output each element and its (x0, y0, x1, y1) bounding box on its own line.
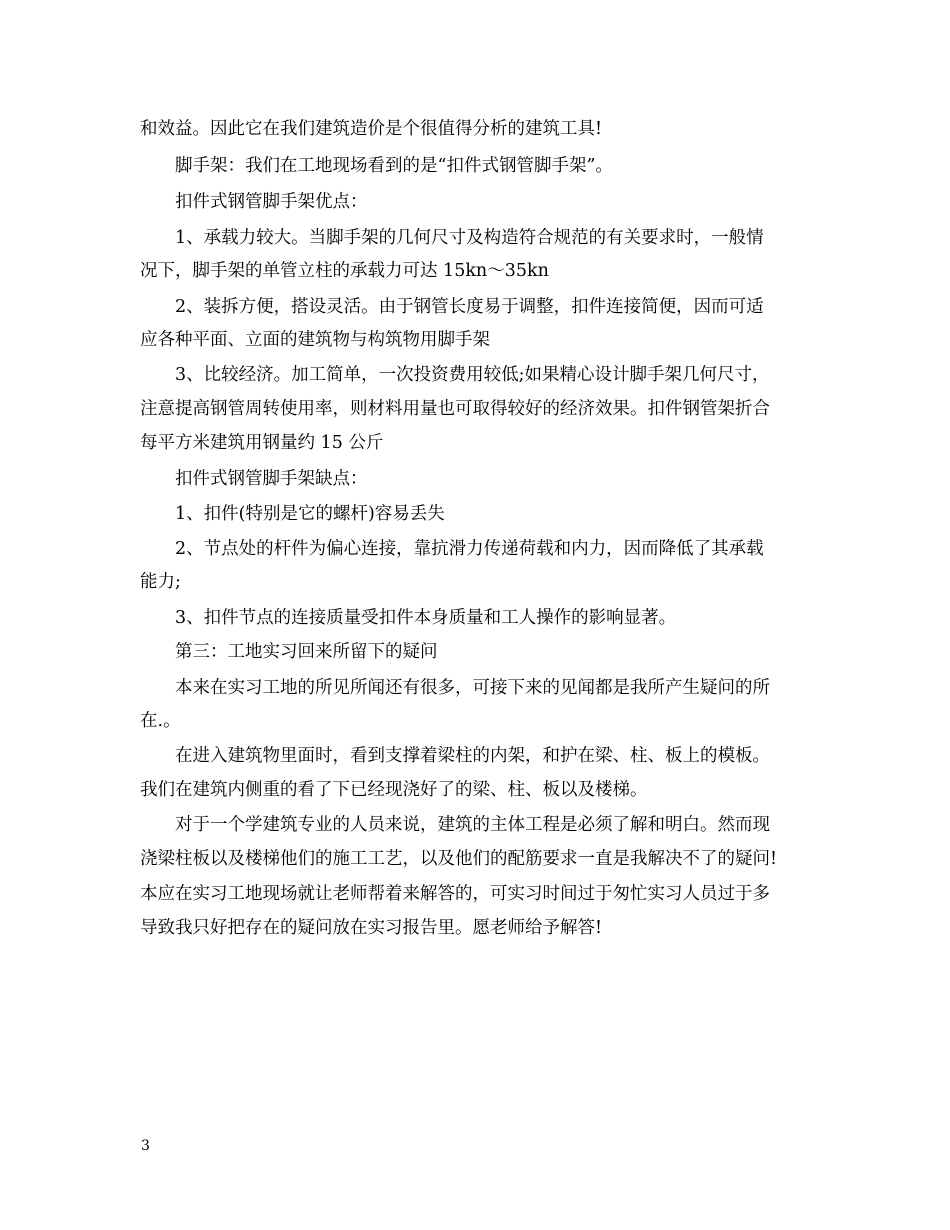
text-line: 在进入建筑物里面时，看到支撑着梁柱的内架，和护在梁、柱、板上的模板。 (175, 746, 770, 766)
text-line: 应各种平面、立面的建筑物与构筑物用脚手架 (140, 330, 490, 350)
page-number: 3 (141, 1138, 150, 1154)
text-line: 1、扣件(特别是它的螺杆)容易丢失 (175, 504, 445, 524)
text-line: 2、装拆方便，搭设灵活。由于钢管长度易于调整，扣件连接简便，因而可适 (175, 297, 764, 317)
text-line: 注意提高钢管周转使用率，则材料用量也可取得较好的经济效果。扣件钢管架折合 (140, 399, 770, 419)
text-line: 我们在建筑内侧重的看了下已经现浇好了的梁、柱、板以及楼梯。 (140, 780, 648, 800)
text-line: 浇梁柱板以及楼梯他们的施工工艺，以及他们的配筋要求一直是我解决不了的疑问! (140, 849, 778, 869)
text-line: 2、节点处的杆件为偏心连接，靠抗滑力传递荷载和内力，因而降低了其承载 (175, 539, 764, 559)
text-line: 第三：工地实习回来所留下的疑问 (175, 642, 438, 662)
text-line: 3、扣件节点的连接质量受扣件本身质量和工人操作的影响显著。 (175, 608, 677, 628)
text-line: 本应在实习工地现场就让老师帮着来解答的，可实习时间过于匆忙实习人员过于多 (140, 884, 770, 904)
text-line: 扣件式钢管脚手架缺点： (175, 469, 368, 489)
text-line: 1、承载力较大。当脚手架的几何尺寸及构造符合规范的有关要求时，一般情 (175, 228, 764, 248)
text-line: 扣件式钢管脚手架优点： (175, 192, 368, 212)
text-line: 况下，脚手架的单管立柱的承载力可达 15kn～35kn (140, 261, 549, 281)
text-line: 对于一个学建筑专业的人员来说，建筑的主体工程是必须了解和明白。然而现 (175, 815, 770, 835)
text-line: 和效益。因此它在我们建筑造价是个很值得分析的建筑工具! (140, 119, 603, 139)
text-line: 能力; (140, 572, 181, 592)
text-line: 本来在实习工地的所见所闻还有很多，可接下来的见闻都是我所产生疑问的所 (175, 678, 770, 698)
text-line: 导致我只好把存在的疑问放在实习报告里。愿老师给予解答! (140, 918, 603, 938)
text-line: 每平方米建筑用钢量约 15 公斤 (140, 433, 384, 453)
text-line: 3、比较经济。加工简单，一次投资费用较低;如果精心设计脚手架几何尺寸， (175, 365, 770, 385)
text-line: 在.。 (140, 711, 181, 731)
text-line: 脚手架：我们在工地现场看到的是“扣件式钢管脚手架”。 (175, 156, 613, 176)
